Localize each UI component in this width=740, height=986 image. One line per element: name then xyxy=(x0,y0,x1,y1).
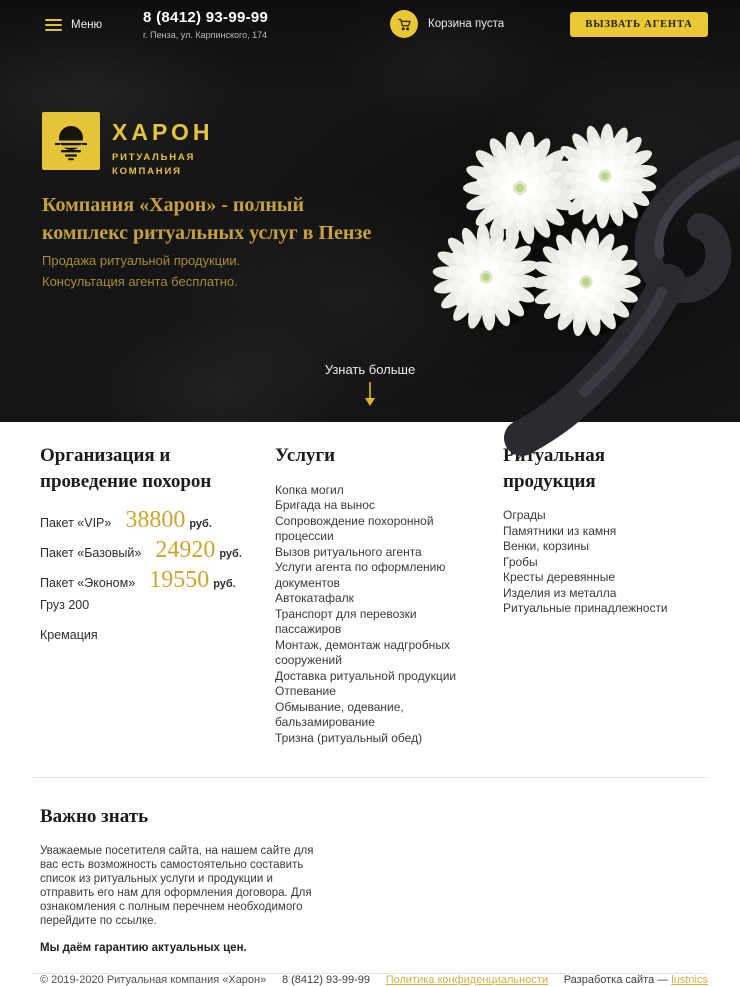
scroll-down-arrow-icon xyxy=(363,382,377,407)
header-address: г. Пенза, ул. Карпинского, 174 xyxy=(143,30,268,40)
privacy-policy-link[interactable]: Политика конфиденциальности xyxy=(385,973,548,986)
package-currency: руб. xyxy=(213,578,236,591)
credits-link[interactable]: lustnics xyxy=(671,973,708,986)
package-currency: руб. xyxy=(189,518,212,531)
cart-icon xyxy=(390,10,418,38)
info-title: Важно знать xyxy=(40,806,149,828)
footer-copyright: © 2019-2020 Ритуальная компания «Харон» xyxy=(40,973,267,986)
packages-list xyxy=(40,508,255,652)
info-section xyxy=(0,778,740,955)
scroll-down-label: Узнать больше xyxy=(324,362,416,377)
package-label: Пакет «Базовый» xyxy=(40,546,142,561)
product-item: Венки, корзины xyxy=(503,539,589,554)
header-contact xyxy=(143,9,268,40)
products-column xyxy=(503,443,700,746)
logo-company-name: ХАРОН xyxy=(112,119,214,145)
packages-column xyxy=(40,443,255,746)
product-item: Ограды xyxy=(503,508,546,523)
call-agent-button[interactable]: ВЫЗВАТЬ АГЕНТА xyxy=(570,12,708,37)
package-price: 24920 xyxy=(155,537,216,564)
services-title: Услуги xyxy=(275,445,336,466)
service-item: Тризна (ритуальный обед) xyxy=(275,730,423,745)
package-row xyxy=(40,598,255,622)
product-item: Гробы xyxy=(503,554,538,569)
hero-content xyxy=(0,0,740,422)
package-row xyxy=(40,538,255,562)
logo-sun-icon xyxy=(42,112,100,170)
info-guarantee: Мы даём гарантию актуальных цен. xyxy=(40,941,247,954)
service-item: Сопровождение похоронной процессии xyxy=(275,513,434,544)
package-label: Груз 200 xyxy=(40,598,90,613)
package-price: 38800 xyxy=(125,507,186,534)
hamburger-icon xyxy=(45,16,62,34)
products-title: Ритуальная продукция xyxy=(503,445,605,492)
logo-text xyxy=(112,112,214,179)
credits-label: Разработка сайта — xyxy=(563,973,672,986)
logo[interactable] xyxy=(42,112,214,179)
header-phone: 8 (8412) 93-99-99 xyxy=(143,9,269,26)
service-item: Доставка ритуальной продукции xyxy=(275,668,457,683)
hero-subheading: Продажа ритуальной продукции. Консультация агента бесплатно. xyxy=(42,253,241,289)
service-item: Монтаж, демонтаж надгробных сооружений xyxy=(275,637,450,668)
service-item: Обмывание, одевание, бальзамирование xyxy=(275,699,404,730)
package-price: 19550 xyxy=(149,567,210,594)
main-columns-section xyxy=(0,422,740,746)
product-item: Памятники из камня xyxy=(503,523,617,538)
hero-section xyxy=(0,0,740,422)
service-item: Отпевание xyxy=(275,684,336,699)
package-label: Пакет «Эконом» xyxy=(40,576,136,591)
services-column xyxy=(275,443,485,746)
cart-button[interactable] xyxy=(390,10,504,38)
product-item: Ритуальные принадлежности xyxy=(503,601,668,616)
service-item: Транспорт для перевозки пассажиров xyxy=(275,606,417,637)
package-row xyxy=(40,628,255,652)
packages-title: Организация и проведение похорон xyxy=(40,445,212,492)
package-row xyxy=(40,568,255,592)
hero-heading: Компания «Харон» - полный комплекс ритуальных услуг в Пензе xyxy=(42,194,372,244)
products-list xyxy=(503,508,700,617)
package-row xyxy=(40,508,255,532)
cart-status: Корзина пуста xyxy=(428,18,505,30)
services-list xyxy=(275,483,485,747)
menu-label: Меню xyxy=(71,18,103,31)
service-item: Автокатафалк xyxy=(275,591,354,606)
footer-credits xyxy=(564,974,708,986)
package-label: Кремация xyxy=(40,628,98,643)
product-item: Кресты деревянные xyxy=(503,570,616,585)
info-paragraph: Уважаемые посетителя сайта, на нашем сайте для вас есть возможность самостоятельно составить список из ритуальных услуги и продукции и отправить его нам для оформления договора. Для ознакомления с полным перечнем необходимого перейдите по ссылке. xyxy=(40,844,314,927)
logo-tagline: РИТУАЛЬНАЯ КОМПАНИЯ xyxy=(112,152,196,177)
package-label: Пакет «VIP» xyxy=(40,516,112,531)
footer xyxy=(0,974,740,986)
service-item: Услуги агента по оформлению документов xyxy=(275,560,446,590)
service-item: Вызов ритуального агента xyxy=(275,544,422,559)
service-item: Копка могил xyxy=(275,482,344,497)
footer-phone: 8 (8412) 93-99-99 xyxy=(281,973,371,986)
package-currency: руб. xyxy=(219,548,242,561)
menu-button[interactable] xyxy=(45,16,102,34)
service-item: Бригада на вынос xyxy=(275,498,375,513)
product-item: Изделия из металла xyxy=(503,585,617,600)
scroll-down-link[interactable] xyxy=(0,362,740,407)
